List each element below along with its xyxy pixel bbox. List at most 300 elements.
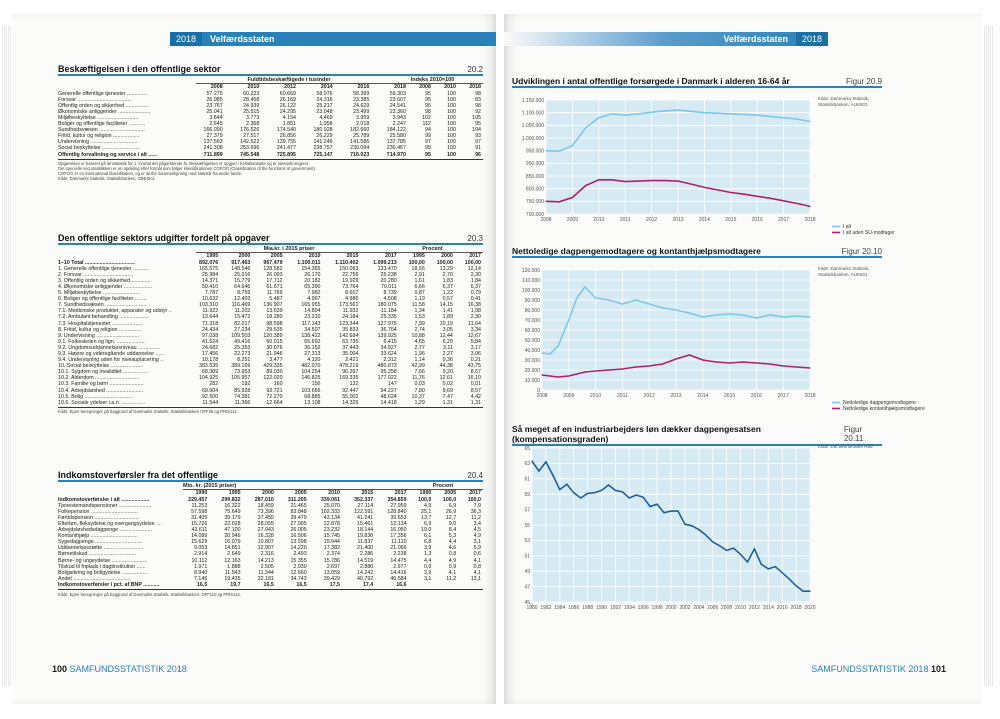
table-cell: 13.644	[201, 314, 219, 321]
table-cell: 2.312	[383, 357, 397, 364]
data-point	[549, 375, 550, 376]
table-cell: 0,41	[470, 296, 481, 303]
table-cell: 16.079	[224, 539, 241, 546]
table-cell: 1.100.011	[297, 259, 321, 266]
header-cell: 2012	[284, 83, 296, 90]
table-cell: 14.326	[342, 399, 359, 406]
figure-20-9-source-line: Statistikbanken, AUK501.	[818, 101, 869, 107]
row-label: Tjenestemandspensioner ......................	[58, 502, 152, 509]
table-cell: 40.792	[357, 575, 374, 582]
x-tick-label: 2010	[734, 605, 747, 611]
table-cell: 28.458	[243, 96, 260, 103]
table-cell: 8,67	[470, 369, 481, 376]
table-cell: 27.379	[206, 133, 223, 140]
table-cell: 55.002	[342, 393, 359, 400]
table-cell: 73.396	[257, 508, 274, 515]
table-cell: 103.310	[199, 302, 219, 309]
row-label: 4. Økonomiske anliggender ...................	[58, 283, 152, 290]
x-tick-label: 2018	[790, 605, 802, 611]
data-point	[809, 316, 810, 317]
data-point	[796, 118, 797, 119]
table-cell: 11,58	[411, 302, 425, 309]
figure-20-11-number: Figur 20.11	[843, 425, 864, 443]
table-cell: 2,74	[414, 326, 425, 333]
data-point	[689, 312, 690, 313]
table-cell: 1.971	[194, 563, 208, 570]
data-point	[608, 299, 609, 300]
table-cell: 8.739	[383, 290, 397, 297]
table-cell: 12.907	[257, 545, 274, 552]
table-cell: 6,66	[414, 283, 425, 290]
table-cell: 12.134	[390, 520, 407, 527]
table-cell: 47.100	[224, 527, 241, 534]
table-cell: 15.461	[357, 520, 374, 527]
y-tick-label: 850.000	[525, 173, 544, 180]
table-cell: 173.561	[339, 302, 359, 309]
figure-20-9-title: Udviklingen i antal offentlige forsørgede i Danmark i alderen 16-64 år	[512, 76, 790, 86]
table-cell: 4.120	[307, 357, 321, 364]
table-cell: 20.182	[304, 277, 321, 284]
table-cell: 241.308	[203, 145, 223, 152]
table-cell: 14.475	[390, 557, 407, 564]
table-cell: 68.309	[201, 369, 219, 376]
table-cell: 100,00	[436, 259, 453, 266]
x-tick-label: 1998	[651, 605, 663, 611]
data-point	[802, 591, 803, 592]
table-cell: 27.905	[290, 520, 307, 527]
header-cell: 1990	[419, 489, 432, 496]
legend-label: Nettoledige kontanthjælpsmodtagere	[843, 406, 925, 412]
data-point	[702, 316, 703, 317]
data-point	[584, 371, 585, 372]
table-cell: 83	[475, 96, 481, 103]
table-cell: 128.582	[263, 265, 283, 272]
header-cell: 2010	[328, 489, 340, 496]
row-label: Indkomstoverførsler i pct. af BNP ...........	[58, 581, 160, 588]
table-cell: 32.181	[257, 575, 274, 582]
table-cell: 39.429	[323, 575, 340, 582]
table-cell: 165.955	[301, 302, 321, 309]
x-tick-label: 2017	[778, 217, 790, 223]
table-row	[58, 327, 483, 333]
table-cell: 96	[475, 151, 481, 158]
y-tick-label: 1.150.000	[521, 97, 544, 104]
table-cell: 5,84	[470, 338, 481, 345]
table-cell: 41.524	[201, 338, 219, 345]
table-cell: 14.242	[357, 569, 374, 576]
table-cell: 100	[447, 139, 456, 146]
x-tick-label: 2004	[693, 605, 705, 611]
table-cell: 2.286	[359, 551, 374, 558]
row-label: 10.6. Sociale ydelser i.a.n. ................	[58, 399, 146, 406]
row-label: 2. Forsvar ..................................	[58, 271, 134, 278]
table-cell: 13,29	[439, 265, 453, 272]
table-cell: 8,57	[470, 387, 481, 394]
data-point	[677, 110, 678, 111]
table-cell: 6,9	[423, 520, 432, 527]
table-cell: 137.785	[386, 139, 406, 146]
table-cell: 2.914	[194, 551, 208, 558]
table-cell: 6,9	[448, 502, 457, 509]
table-note: COFOG er en international klassifikation, og er derfor sammenlignelig med statistik fra andre lande.	[58, 171, 243, 177]
data-point	[664, 180, 665, 181]
table-20-4	[58, 470, 483, 597]
table-cell: 57.275	[206, 90, 223, 97]
data-point	[770, 198, 771, 199]
table-cell: 95	[425, 96, 431, 103]
table-cell: 25.984	[201, 271, 219, 278]
table-cell	[458, 582, 483, 588]
table-cell: 7,80	[414, 387, 425, 394]
data-point	[754, 548, 755, 549]
table-cell: 8.251	[237, 357, 251, 364]
table-cell: 3,9	[423, 569, 432, 576]
data-point	[775, 566, 776, 567]
table-cell: 97.038	[201, 332, 219, 339]
x-tick-label: 2010	[590, 393, 602, 399]
y-tick-label: 65	[524, 445, 530, 452]
table-cell: 102.333	[320, 508, 340, 515]
table-cell: 11.544	[202, 399, 219, 406]
table-cell: 100,0	[442, 496, 457, 503]
table-cell: 75.649	[224, 508, 241, 515]
table-cell: 27.517	[243, 133, 260, 140]
data-point	[595, 297, 596, 298]
table-cell: 18.144	[357, 527, 374, 534]
table-cell: 4,1	[473, 569, 481, 576]
table-cell: 23.385	[353, 96, 370, 103]
table-cell: 83.848	[290, 508, 307, 515]
data-point	[675, 358, 676, 359]
data-point	[768, 568, 769, 569]
table-cell: 1,14	[414, 357, 425, 364]
figure-20-9-source-line: Kilde: Danmarks Statistik,	[818, 96, 870, 101]
legend-label: I alt uden SU-modtager	[843, 230, 895, 236]
y-tick-label: 45	[524, 599, 530, 606]
table-20-2-notes	[58, 161, 483, 181]
y-tick-label: 800.000	[525, 186, 544, 193]
table-cell: 4,1	[448, 569, 457, 576]
table-cell: 154.365	[301, 265, 321, 272]
table-cell: 174.540	[276, 127, 296, 134]
table-cell: 12,14	[467, 265, 481, 272]
table-cell: 1,08	[470, 308, 481, 315]
table-cell: 17.382	[323, 545, 340, 552]
table-cell: 17,5	[329, 581, 340, 588]
table-cell: 92	[475, 108, 481, 115]
data-point	[657, 504, 658, 505]
table-cell: 92.447	[342, 387, 359, 394]
figure-20-9-chart	[512, 94, 895, 236]
table-cell: 23.232	[323, 527, 340, 534]
table-cell: 25.789	[353, 133, 370, 140]
y-tick-label: 51	[524, 553, 530, 560]
table-cell: 100	[447, 133, 456, 140]
table-cell: 58.976	[316, 90, 333, 97]
x-tick-label: 2018	[804, 217, 816, 223]
table-cell: 1,89	[442, 314, 453, 321]
table-cell: 123.344	[339, 320, 359, 327]
row-label: Førtidspension ..............................	[58, 514, 139, 521]
header-cell: 2015	[361, 489, 374, 496]
table-cell: 16,10	[467, 375, 481, 382]
data-point	[635, 366, 636, 367]
table-cell: 12.660	[290, 569, 307, 576]
header-cell: 2017	[469, 489, 481, 496]
table-cell: 478.219	[339, 363, 359, 370]
figure-20-11-title: Så meget af en industriarbejders løn dækker dagpengesatsen (kompensationsgraden)	[512, 424, 761, 444]
table-cell: 23.767	[206, 102, 223, 109]
table-cell: 70.011	[380, 283, 397, 290]
table-cell: 26.985	[206, 96, 223, 103]
row-label: Børnetilskud ................................	[58, 551, 137, 558]
table-cell: 71.318	[201, 320, 219, 327]
header-cell: 2005	[270, 252, 283, 259]
data-point	[572, 145, 573, 146]
table-cell: 2.697	[326, 563, 340, 570]
table-row	[58, 314, 483, 320]
row-label: Boligsikring og boligydelse .................	[58, 569, 147, 576]
table-cell: 2.977	[393, 563, 407, 570]
table-cell: 4.508	[383, 296, 397, 303]
data-point	[677, 180, 678, 181]
table-cell: 24.541	[389, 102, 406, 109]
x-tick-label: 1990	[595, 605, 608, 611]
data-point	[549, 353, 550, 354]
data-point	[531, 460, 532, 461]
y-tick-label: 80.000	[524, 307, 540, 314]
data-point	[796, 203, 797, 204]
table-20-4-title: Indkomstoverførsler fra det offentlige	[58, 470, 219, 480]
table-cell: 39.179	[224, 514, 241, 521]
table-cell: 58.399	[353, 90, 370, 97]
table-cell: 13,7	[421, 514, 432, 521]
table-cell: 120.389	[263, 332, 283, 339]
table-cell: 43.611	[191, 527, 208, 534]
table-cell: 25.041	[206, 108, 223, 115]
table-cell: 166.090	[203, 127, 223, 134]
table-cell	[433, 582, 458, 588]
table-cell: 31.405	[191, 514, 208, 521]
data-point	[733, 548, 734, 549]
table-cell: 23.048	[316, 108, 333, 115]
table-cell: 11.202	[234, 308, 251, 315]
table-cell: 59.410	[201, 283, 219, 290]
table-20-2-title: Beskæftigelsen i den offentlige sektor	[58, 64, 221, 74]
table-cell: 150.063	[339, 265, 359, 272]
table-cell: 64.646	[234, 283, 251, 290]
legend-label: I alt	[843, 224, 852, 230]
table-cell: 25.353	[234, 344, 251, 351]
table-cell: 23.310	[304, 314, 321, 321]
table-cell	[409, 582, 434, 588]
table-cell: 95.258	[380, 369, 397, 376]
table-cell: 133.470	[377, 265, 397, 272]
data-point	[747, 561, 748, 562]
table-20-3-body	[58, 253, 483, 406]
header-cell: 2008	[419, 83, 431, 90]
table-cell: 229.457	[188, 496, 208, 503]
table-cell: 0,03	[414, 381, 425, 388]
header-cell: 2017	[394, 489, 407, 496]
table-cell: 34.743	[290, 575, 307, 582]
figure-20-9-number: Figur 20.9	[845, 77, 882, 86]
table-cell: 2.247	[392, 121, 406, 128]
data-point	[730, 113, 731, 114]
table-cell: 2.316	[260, 551, 274, 558]
row-label: Folkepension ................................	[58, 508, 139, 515]
table-cell: 14.371	[201, 277, 219, 284]
data-point	[796, 315, 797, 316]
x-tick-label: 2011	[619, 217, 631, 223]
table-cell: 1,53	[414, 314, 425, 321]
header-cell: 2015	[346, 252, 359, 259]
table-cell: 4,9	[423, 502, 432, 509]
table-cell: 23.607	[389, 96, 406, 103]
table-cell: 4,65	[414, 338, 425, 345]
table-cell: 253.696	[240, 145, 260, 152]
table-cell: 34.827	[380, 344, 397, 351]
table-cell: 1,61	[414, 277, 425, 284]
table-cell: 11.837	[357, 539, 374, 546]
table-cell: 2,30	[470, 314, 481, 321]
table-cell: 12,7	[445, 514, 457, 521]
figure-20-10-source-line: Kilde: Danmarks Statistik,	[818, 266, 870, 271]
x-tick-label: 2017	[777, 393, 789, 399]
table-cell: 104.254	[301, 369, 321, 376]
table-cell: 7.146	[194, 575, 208, 582]
table-cell: 95	[425, 151, 431, 158]
data-point	[716, 314, 717, 315]
table-cell: 7,9	[473, 502, 481, 509]
table-cell: 99	[425, 133, 431, 140]
header-cell: 2010	[308, 252, 321, 259]
x-tick-label: 2012	[748, 605, 760, 611]
data-point	[651, 180, 652, 181]
table-cell: 6,8	[423, 539, 432, 546]
table-cell: 82.017	[234, 320, 251, 327]
table-cell: 100	[447, 121, 456, 128]
data-point	[809, 206, 810, 207]
table-cell: 69.604	[201, 387, 219, 394]
header-cell: 2018	[469, 83, 481, 90]
table-cell: 24.939	[243, 102, 260, 109]
x-tick-label: 2018	[804, 393, 816, 399]
table-cell: 25,1	[421, 508, 432, 515]
table-cell: 19,0	[421, 527, 432, 534]
data-point	[757, 115, 758, 116]
figure-20-10-title: Nettoledige dagpengemodtagere og kontanthjælpsmodtagere	[512, 246, 761, 256]
row-label: 1–10 Total ..................................	[58, 259, 136, 266]
table-cell: 22.878	[323, 520, 340, 527]
table-20-3-notes	[58, 409, 483, 414]
table-cell: 3,1	[423, 575, 432, 582]
table-cell: 165.575	[199, 265, 219, 272]
y-tick-label: 100.000	[521, 287, 540, 294]
x-tick-label: 2016	[751, 217, 763, 223]
table-cell: 17,4	[362, 581, 374, 588]
table-cell: 18.459	[257, 502, 274, 509]
table-cell: 100	[447, 90, 456, 97]
y-tick-label: 57	[524, 507, 530, 514]
table-cell: 3,34	[470, 326, 481, 333]
x-tick-label: 1986	[568, 605, 580, 611]
table-cell: 27.114	[357, 502, 374, 509]
table-cell: 967.479	[263, 259, 283, 266]
data-point	[726, 550, 727, 551]
table-cell: 30.076	[266, 344, 283, 351]
table-cell: 14.519	[357, 557, 374, 564]
table-cell: 7,99	[414, 320, 425, 327]
table-cell: 1,31	[470, 399, 481, 406]
table-cell: 95	[425, 102, 431, 109]
table-cell: 65.692	[304, 338, 321, 345]
table-cell: 28.055	[257, 520, 274, 527]
table-cell: 13.639	[266, 308, 283, 315]
table-20-3-group1: Mia.kr. i 2015 priser	[196, 246, 382, 253]
table-cell: 122.020	[263, 375, 283, 382]
table-cell: 26,9	[445, 508, 457, 515]
table-cell: 95	[475, 121, 481, 128]
table-cell: 92.500	[201, 393, 219, 400]
table-cell: 98	[475, 90, 481, 97]
table-cell: 19,7	[230, 581, 241, 588]
x-tick-label: 2014	[762, 605, 774, 611]
y-tick-label: 30.000	[524, 357, 540, 364]
table-cell: 11.922	[202, 308, 219, 315]
table-cell: 5,9	[473, 545, 481, 552]
data-point	[770, 116, 771, 117]
table-cell: 14.418	[380, 399, 397, 406]
row-label: 8. Fritid, kultur og religion ...............	[58, 326, 142, 333]
data-point	[643, 497, 644, 498]
table-cell: 13.598	[290, 539, 307, 546]
header-cell: 2005	[444, 489, 457, 496]
table-cell: 11.543	[224, 569, 241, 576]
right-header-year: 2018	[796, 32, 828, 46]
table-cell: 19.435	[224, 575, 241, 582]
table-cell: 39.479	[290, 514, 307, 521]
row-label: Efterløn, fleksydelse og overgangsydelse ....	[58, 520, 162, 527]
table-cell: 44,38	[439, 363, 453, 370]
x-tick-label: 2008	[540, 217, 552, 223]
table-cell: 26.169	[279, 96, 296, 103]
table-row	[58, 496, 483, 503]
left-header-year: 2018	[170, 32, 202, 46]
y-tick-label: 1.100.000	[521, 110, 544, 117]
table-cell: 43.134	[323, 514, 340, 521]
y-tick-label: 55	[524, 522, 530, 529]
table-cell: 8.759	[237, 290, 251, 297]
row-label: 9.2. Ungdomsuddannelsesniveau ...............	[58, 344, 161, 351]
table-cell: 11.366	[234, 399, 251, 406]
table-cell: 11,76	[411, 375, 425, 382]
table-cell: 230.094	[350, 145, 370, 152]
header-cell: 2008	[210, 83, 223, 90]
data-point	[809, 367, 810, 368]
data-point	[742, 314, 743, 315]
y-tick-label: 40.000	[524, 347, 540, 354]
row-label: Tilskud til friplads i dagtinstitution ......	[58, 563, 146, 570]
table-cell: 13,1	[470, 575, 481, 582]
table-cell: 36.152	[304, 344, 321, 351]
data-point	[809, 591, 810, 592]
table-row	[58, 152, 483, 158]
table-cell: 4,9	[448, 557, 457, 564]
table-cell: 48.624	[380, 393, 397, 400]
data-point	[756, 362, 757, 363]
table-cell: 85.928	[234, 387, 251, 394]
